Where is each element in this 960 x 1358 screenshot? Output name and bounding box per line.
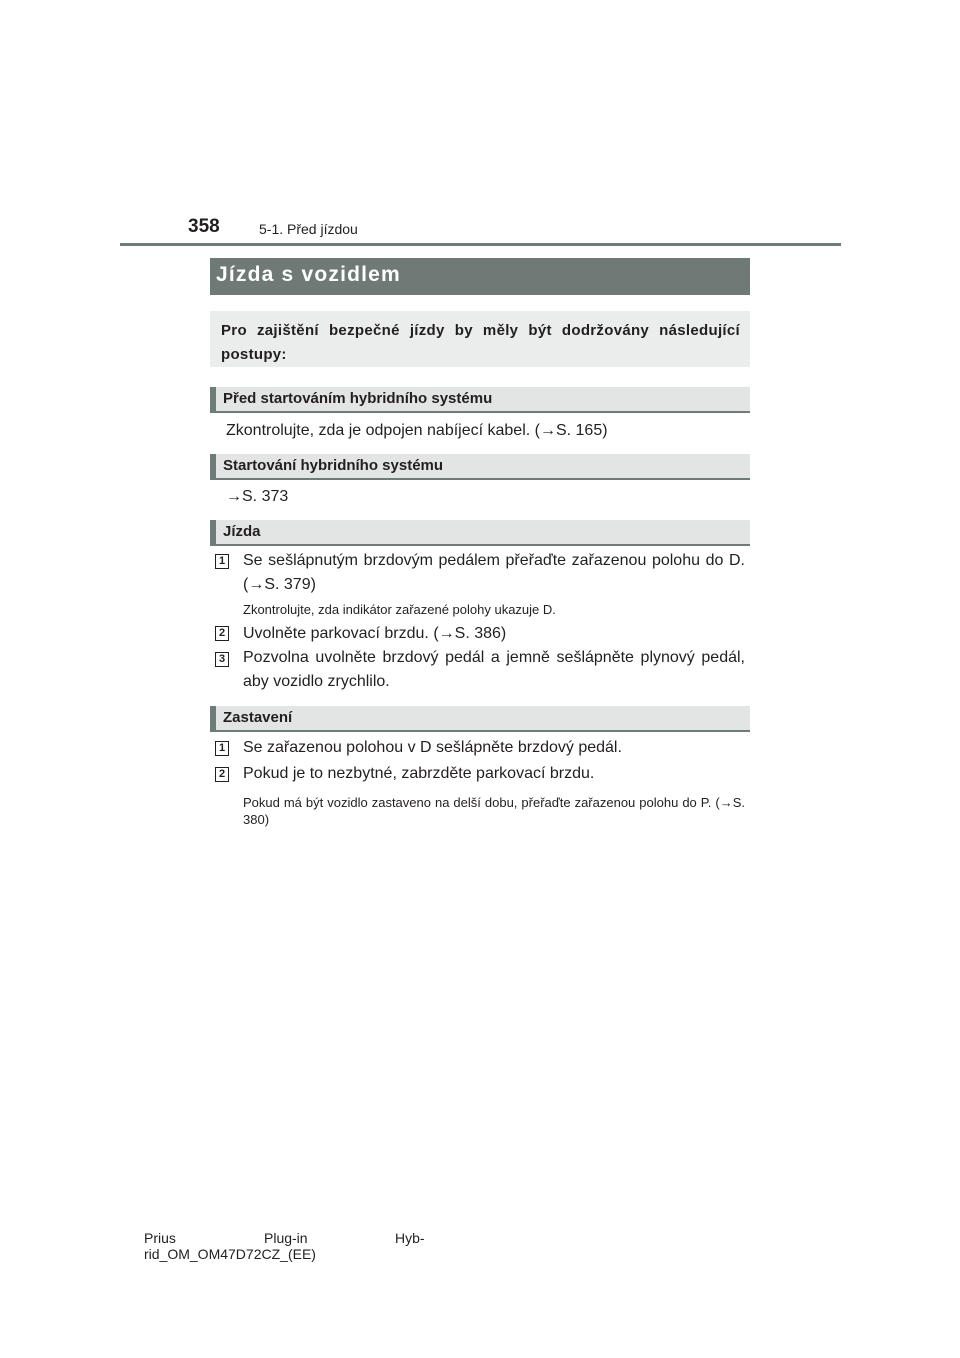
page-title: Jízda s vozidlem [210,258,750,295]
section-heading-starting: Startování hybridního systému [210,454,750,480]
footer-doc-code: rid_OM_OM47D72CZ_(EE) [144,1246,316,1262]
chapter-title: 5-1. Před jízdou [259,221,358,237]
footer-suffix: Hyb- [395,1230,425,1246]
step-number: 2 [215,626,229,641]
header-divider [120,243,841,246]
driving-step-1: Se sešlápnutým brzdovým pedálem přeřaďte zařazenou polohu do D. (→S. 379) [243,552,745,593]
stopping-step-2: Pokud je to nezbytné, zabrzděte parkovací brzdu. [243,765,595,782]
before-start-text: Zkontrolujte, zda je odpojen nabíjecí kabel. (→S. 165) [226,422,608,439]
section-heading-driving: Jízda [210,520,750,546]
footer-variant: Plug-in [264,1230,308,1246]
step-number: 1 [215,741,229,756]
intro-box [210,311,750,367]
driving-step-2: Uvolněte parkovací brzdu. (→S. 386) [243,625,507,642]
page-number: 358 [188,216,220,237]
starting-text: →S. 373 [226,488,289,505]
driving-note: Zkontrolujte, zda indikátor zařazené polohy ukazuje D. [243,602,556,617]
step-number: 1 [215,554,229,569]
section-heading-before-start: Před startováním hybridního systému [210,387,750,413]
section-heading-stopping: Zastavení [210,706,750,732]
intro-text: Pro zajištění bezpečné jízdy by měly být dodržovány následující postupy: [221,322,740,363]
footer-model: Prius [144,1230,176,1246]
stopping-note: Pokud má být vozidlo zastaveno na delší dobu, přeřaďte zařazenou polohu do P. (→S. 380) [243,795,745,827]
driving-step-3: Pozvolna uvolněte brzdový pedál a jemně sešlápněte plynový pedál, aby vozidlo zrychlilo. [243,649,745,690]
step-number: 2 [215,767,229,782]
stopping-step-1: Se zařazenou polohou v D sešlápněte brzdový pedál. [243,739,622,756]
step-number: 3 [215,652,229,667]
